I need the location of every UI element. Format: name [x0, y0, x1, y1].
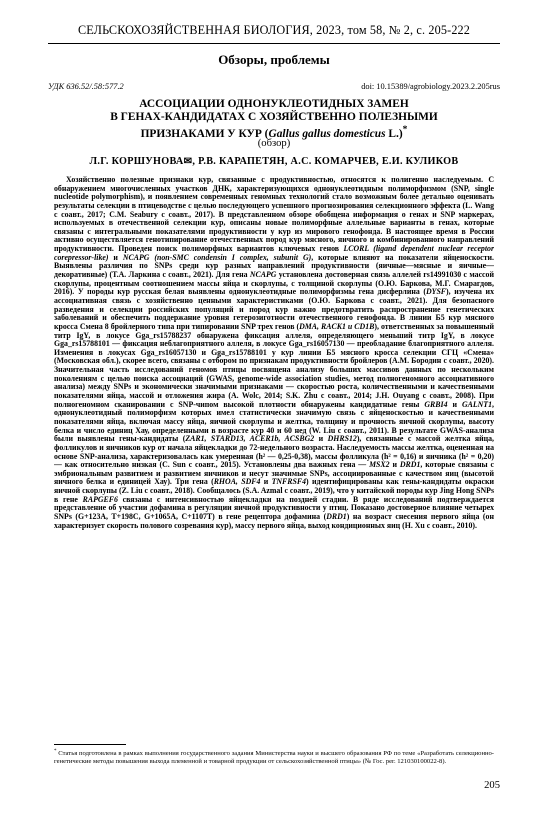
abstract-text: связаны с интенсивностью яйцекладки на поздней стадии. В ряде исследований подтверждается представление об участии дофамина в регуляции яичной продуктивности у птиц. Показано достоверное влияние четырех SNPs (G+123A, T+198C, G+1065A, C+1107T) в гене рецептора дофамина ( [54, 494, 494, 521]
section-heading: Обзоры, проблемы [218, 52, 330, 67]
gene-name: TNFRSF4 [271, 477, 307, 487]
abstract [54, 176, 494, 652]
species-name: Gallus gallus domesticus [268, 127, 386, 140]
article-type: (обзор) [257, 138, 291, 149]
abstract-text: ), ответственных за повышенный титр IgY, в локусе Gga_rs15788237 обнаружена фиксация аллеля, определяющего меньший титр IgY, в локусе Gga_rs15788101 — фиксация неблагоприятного аллеля, в локусе Gga_rs16057130 — преобладание благоприятного аллеля. Изменения в локусах Gga_rs16057130 и Gga_rs15788101 у кур линии Б5 мясного кросса селекции СГЦ «Смена» (Московская обл.), скорее всего, связаны с отбором по признакам продуктивности бройлеров (А.М. Бородин с соавт., 2020). Значительная часть исследований геномов птицы посвящена анализу больших массивов данных по нескольким поколениям с целью поиска ассоциаций (GWAS, genome-wide association studies, метод полногеномного ассоциативного анализа) между SNPs и экономически значимыми признаками — скоростью роста, количественными и качественными показателями яйца, массой и отложения жира (A. Wolc, 2014; S.K. Zhu с соавт., 2014; J.H. Ouyang с соавт., 2008). При полногеномном сканировании с SNP-чипом высокой плотности обнаружены кандидатные гены [54, 321, 494, 409]
gene-name: NCAPG (non-SMC condensin I complex, subunit G) [122, 252, 312, 262]
abstract-text: установлена достоверная связь аллелей rs14991030 с массой скорлупы, процентным соотношением массы яйца и скорлупы, с толщиной скорлупы (О.Ю. Баркова, М.Г. Смарагдов, 2016). У породы кур русская белая выявлены однонуклеотидные полиморфизмы гена дисферлина ( [54, 270, 494, 297]
doi-link[interactable]: doi: 10.15389/agrobiology.2023.2.205rus [361, 82, 500, 91]
gene-name: MSX2 [369, 460, 390, 470]
abstract-text: и [314, 434, 328, 444]
gene-name: DRD1 [399, 460, 421, 470]
abstract-text: ), изучена их ассоциативная связь с хозяйственно ценными характеристиками (О.Ю. Баркова с соавт., 2021). Для безопасного разведения и селекции российских популяций и пород кур важно предотвратить распространение генетических заболеваний и обеспечить поддержание уровня гетерозиготности отечественного генофонда. В линии Б5 кур мясного кросса Смена 8 бройлерного типа при типировании SNP трех генов ( [54, 287, 494, 331]
title-line-3-prefix: ПРИЗНАКАМИ У КУР ( [140, 127, 269, 140]
gene-name: ZAR1, STARD13, ACER1b, ACSBG2 [185, 434, 315, 444]
udc-code: УДК 636.52/.58:577.2 [48, 82, 124, 91]
gene-name: RAPGEF6 [82, 494, 118, 504]
footnote-mark: * [54, 749, 57, 754]
abstract-text: ), связанные с массой желтка яйца, фолликулов и яичников кур от начала яйцекладки до 72-недельного возраста. Наследуемость массы желтка, оцененная на основе SNP-анализа, характеризовалась как умеренная (h² — 0,25-0,38), массы фолликула (h² = 0,16) и яичника (h² = 0,20) — как относительно низкая (C. Sun с соавт., 2015). Установлены два важных гена — [54, 434, 494, 470]
abstract-text: , однонуклеотидный полиморфизм которых имел статистически значимую связь с яйценоскостью и качественными показателями яйца, включая массу яйца, яичной скорлупы и желтка, толщину и прочность яичной скорлупы, высоту белка и число единиц Хау, определенными в возрасте кур 40 и 60 нед (W. Liu с соавт., 2011). В результате GWAS-анализа были выявлены гены-кандидаты ( [54, 399, 494, 444]
gene-name: DHRS12 [327, 434, 357, 444]
journal-running-head: СЕЛЬСКОХОЗЯЙСТВЕННАЯ БИОЛОГИЯ, 2023, том 58, № 2, с. 205-222 [77, 23, 471, 37]
abstract-text: и [447, 399, 462, 409]
gene-name: DMA, RACK1 и CD1B [299, 321, 375, 331]
article-title [60, 98, 488, 141]
footnote-text: Статья подготовлена в рамках выполнения государственного задания Министерства науки и высшего образования РФ по теме «Разработать селекционно-генетические методы повышения выхода племенной и товарной продукции от сельскохозяйственной птицы» (№ Гос. рег. 121030100022-8). [54, 750, 494, 766]
abstract-text: и [260, 477, 272, 487]
page-number: 205 [484, 780, 500, 791]
abstract-text: и [108, 252, 123, 262]
gene-name: LCORL (ligand dependent nuclear receptor corepressor-like) [54, 244, 494, 262]
footnote [54, 748, 494, 766]
abstract-text: ) идентифицированы как гены-кандидаты окраски яичной скорлупы (Z. Liu с соавт., 2018). Сообщалось (S.A. Azmal с соавт., 2019), что у китайской породы кур Jing Hong SNPs в гене [54, 477, 494, 504]
gene-name: DRD1 [326, 511, 347, 521]
gene-name: RHOA, SDF4 [213, 477, 261, 487]
abstract-text: , которые влияют на показатели яйценоскости. Выявлены различия по SNPs среди кур разных направлений продуктивности (яичные—мясные и яичные—декоративные) (Т.А. Ларкина с соавт., 2021). Для гена [54, 252, 494, 280]
gene-name: GRBI4 [424, 399, 448, 409]
author-list: Л.Г. КОРШУНОВА✉, Р.В. КАРАПЕТЯН, А.С. КОМАРЧЕВ, Е.И. КУЛИКОВ [89, 156, 459, 167]
header-rule [48, 43, 500, 44]
gene-name: NCAPG [249, 270, 277, 280]
title-line-2: В ГЕНАХ-КАНДИДАТАХ С ХОЗЯЙСТВЕННО ПОЛЕЗНЫМИ [110, 111, 438, 123]
gene-name: DYSF [425, 287, 447, 297]
gene-name: GALNT1 [461, 399, 493, 409]
abstract-text: и [389, 460, 400, 470]
footnote-rule [54, 744, 126, 745]
title-footnote-mark[interactable]: * [402, 125, 408, 135]
title-line-1: АССОЦИАЦИИ ОДНОНУКЛЕОТИДНЫХ ЗАМЕН [139, 98, 409, 110]
abstract-text: Хозяйственно полезные признаки кур, связанные с продуктивностью, относятся к полигенно наследуемым. С обнаружением многочисленных участков ДНК, характеризующихся однонуклеотидным полиморфизмом (SNP, single nucleotide polymorphism), и появлением современных геномных технологий стало возможным более детально оценивать результаты селекции в птицеводстве с целью последующего успешного прогнозирования селекционного эффекта (L. Wang с соавт., 2017; C.M. Seabury с соавт., 2017). В представленном обзоре обобщена информация о генах и SNP маркерах, используемых в отечественной селекции кур, описаны новые полиморфные аллельные варианты в генах, которые связаны с интегральными показателями продуктивности у кур из мирового генофонда. В настоящее время в России активно осуществляется генотипирование отечественных пород кур мясного, яичного и комбинированного направлений продуктивности. Проведен поиск полиморфных вариантов ключевых генов [54, 176, 494, 254]
abstract-text: , которые связаны с эмбриональным развитием и развитием яичников и несут значимые SNPs, ассоциированные с качеством яиц (высотой яичного белка и единицей Хау). Три гена ( [54, 460, 494, 487]
abstract-text: ) на возраст снесения первого яйца (он характеризует скорость полового созревания кур), массу первого яйца, выход кондиционных яиц (H. Xu с соавт., 2010). [54, 511, 494, 530]
title-line-3-suffix: L.) [385, 127, 403, 140]
